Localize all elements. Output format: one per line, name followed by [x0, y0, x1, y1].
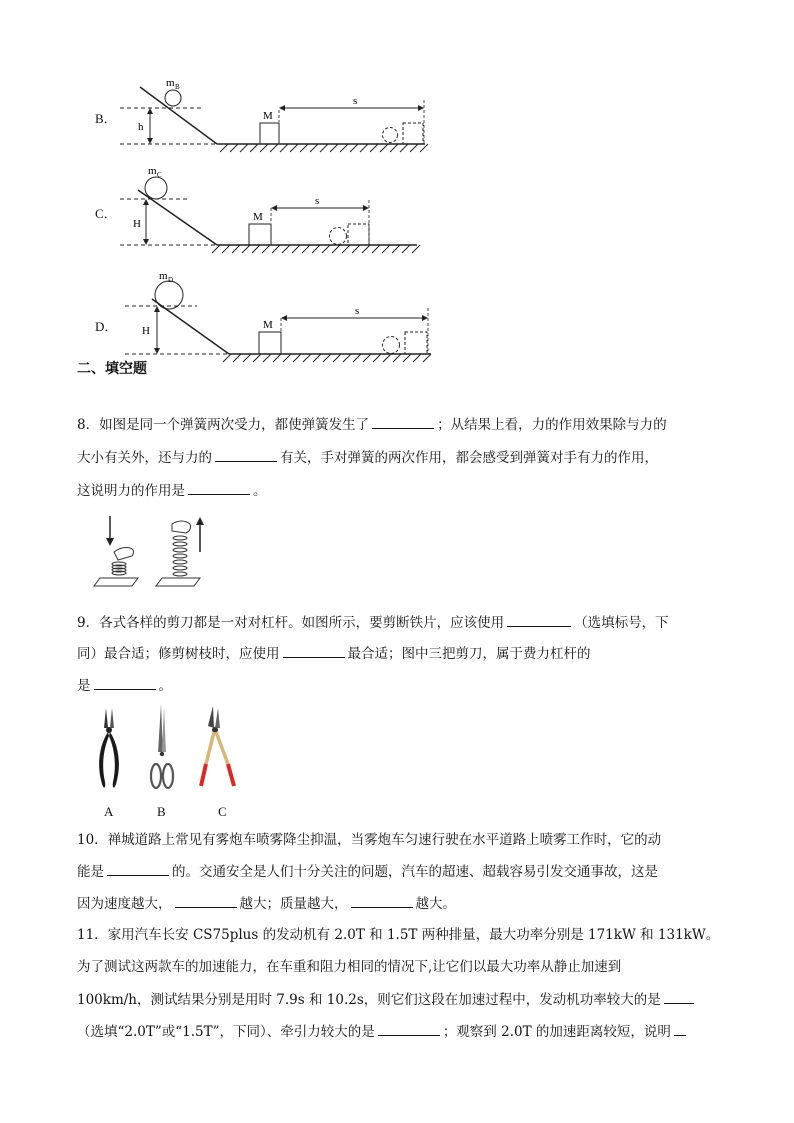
q9-line1: 9．各式各样的剪刀都是一对对杠杆。如图所示，要剪断铁片，应该使用 （选填标号，下: [77, 612, 669, 633]
q11-blank2[interactable]: [378, 1021, 440, 1036]
spring-figure: [92, 512, 217, 592]
q11-line1: 11．家用汽车长安 CS75plus 的发动机有 2.0T 和 1.5T 两种排量，最大功率分别是 171kW 和 131kW。: [77, 927, 720, 943]
scissors-label-a: A: [104, 804, 114, 819]
block-d: [259, 332, 281, 354]
q8-line2: 大小有关外，还与力的 有关，手对弹簧的两次作用，都会感受到弹簧对手有力的作用，: [77, 447, 658, 468]
scissors-label-c: C: [218, 804, 227, 819]
q10-blank3[interactable]: [351, 893, 413, 908]
q10-blank1[interactable]: [107, 861, 169, 876]
q8-line1: 8．如图是同一个弹簧两次受力，都使弹簧发生了 ；从结果上看，力的作用效果除与力的: [77, 414, 667, 435]
q8-blank2[interactable]: [215, 447, 277, 462]
scissors-figure: [88, 704, 248, 796]
q8-blank3[interactable]: [188, 480, 250, 495]
q10-line1: 10．禅城道路上常见有雾炮车喷雾降尘抑温，当雾炮车匀速行驶在水平道路上喷雾工作时，它的动: [77, 832, 662, 848]
svg-text:D: D: [168, 276, 174, 284]
ball-d: [155, 281, 183, 309]
svg-text:s: s: [355, 305, 360, 317]
height-label-b: h: [138, 121, 144, 133]
svg-text:s: s: [315, 195, 320, 207]
q11-line2: 为了测试这两款车的加速能力，在车重和阻力相同的情况下,让它们以最大功率从静止加速到: [77, 959, 622, 975]
block-c: [249, 224, 271, 245]
ball-c: [145, 177, 167, 199]
scissors-b-icon: [151, 704, 173, 788]
option-b-figure: [120, 72, 440, 162]
q9-blank1[interactable]: [507, 612, 571, 627]
scissors-c-icon: [201, 706, 234, 786]
svg-text:m: m: [166, 77, 175, 89]
scissors-label-b: B: [157, 804, 166, 819]
block-b: [260, 123, 279, 144]
ball-b: [165, 90, 181, 106]
option-d-label: D．: [95, 319, 118, 334]
q8-line3: 这说明力的作用是 。: [77, 480, 267, 501]
svg-text:M: M: [263, 110, 273, 122]
svg-text:B: B: [175, 83, 180, 91]
q11-blank1[interactable]: [664, 989, 694, 1004]
q9-blank3[interactable]: [94, 675, 156, 690]
svg-text:m: m: [148, 165, 157, 177]
q10-line3: 因为速度越大， 越大；质量越大， 越大。: [77, 893, 456, 914]
q10-blank2[interactable]: [175, 893, 237, 908]
option-c-label: C．: [95, 206, 117, 221]
svg-text:C: C: [157, 171, 162, 179]
option-c-figure: [120, 162, 430, 257]
svg-text:M: M: [253, 211, 263, 223]
svg-text:H: H: [133, 218, 141, 230]
section-title: 二、填空题: [77, 361, 147, 377]
q8-blank1[interactable]: [372, 414, 434, 429]
q11-line3: 100km/h，测试结果分别是用时 7.9s 和 10.2s，则它们这段在加速过程中，发动机功率较大的是: [77, 989, 697, 1010]
svg-text:H: H: [142, 325, 150, 337]
q10-line2: 能是 的。交通安全是人们十分关注的问题，汽车的超速、超载容易引发交通事故，这是: [77, 861, 658, 882]
q9-line2: 同）最合适；修剪树枝时，应使用 最合适；图中三把剪刀，属于费力杠杆的: [77, 643, 591, 664]
q9-blank2[interactable]: [283, 643, 345, 658]
svg-text:m: m: [159, 270, 168, 282]
svg-text:M: M: [263, 319, 273, 331]
scissors-a-icon: [99, 708, 119, 788]
q9-line3: 是 。: [77, 675, 172, 696]
option-d-figure: [125, 266, 435, 366]
option-b-label: B．: [95, 111, 117, 126]
svg-text:s: s: [353, 95, 358, 107]
q11-blank3[interactable]: [674, 1021, 686, 1036]
q11-line4: （选填“2.0T”或“1.5T”，下同）、牵引力较大的是 ；观察到 2.0T 的加速距离较短，说明: [77, 1021, 689, 1042]
